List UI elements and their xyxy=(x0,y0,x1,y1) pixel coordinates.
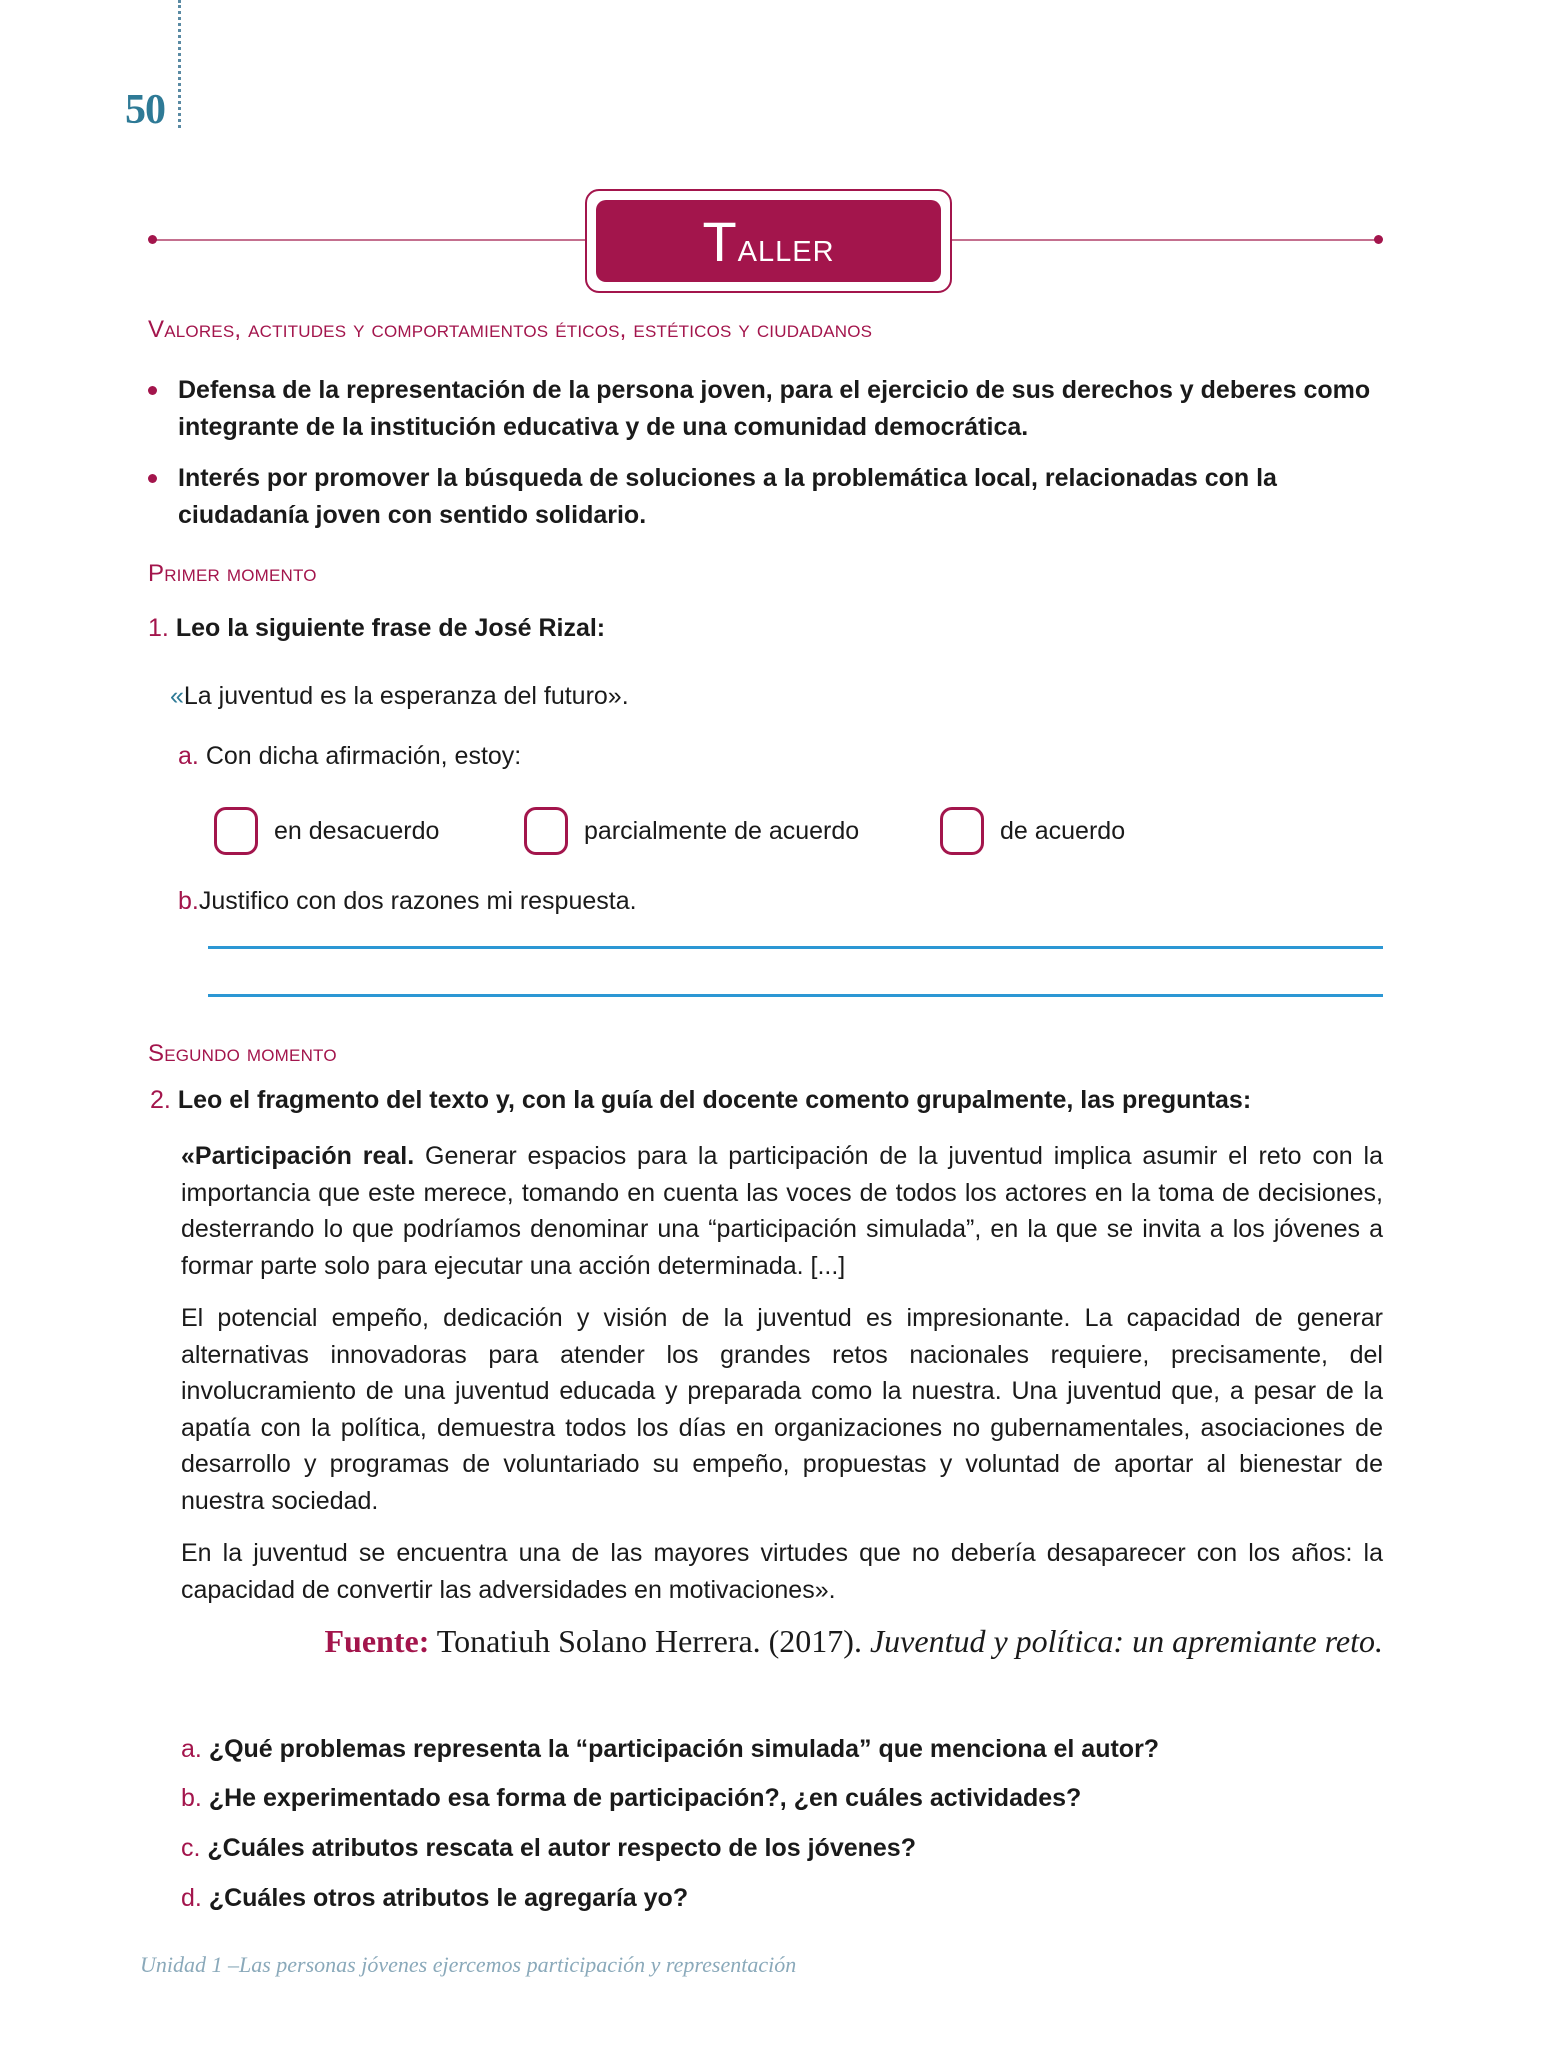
option-label: parcialmente de acuerdo xyxy=(584,816,860,845)
bullet-icon xyxy=(148,474,157,483)
values-item-text: Interés por promover la búsqueda de soluciones a la problemática local, relacionadas con la ciudadanía joven con sentido solidario. xyxy=(178,464,1277,529)
values-item-text: Defensa de la representación de la persona joven, para el ejercicio de sus derechos y deberes como integrante de la institución educativa y de una comunidad democrática. xyxy=(178,376,1371,441)
values-heading: Valores, actitudes y comportamientos éticos, estéticos y ciudadanos xyxy=(148,316,873,343)
question-number: 2. xyxy=(150,1086,171,1114)
workshop-banner-fill xyxy=(596,200,941,282)
first-moment-heading: Primer momento xyxy=(148,560,317,587)
passage-text: Generar espacios para la participación de la juventud implica asumir el reto con la importancia que este merece, tomando en cuenta las voces de todos los actores en la toma de decisiones, desterrando lo que podríamos denominar una “participación simulada”, en la que se invita a los jóvenes a formar parte solo para ejecutar una acción determinada. [...] xyxy=(181,1142,1383,1280)
checkbox[interactable] xyxy=(524,807,568,855)
sub-question-text: ¿Qué problemas representa la “participación simulada” que menciona el autor? xyxy=(208,1735,1160,1763)
workshop-title-initial: T xyxy=(702,209,738,273)
option-parcialmente-de-acuerdo[interactable] xyxy=(524,807,859,855)
passage-paragraph xyxy=(181,1138,1383,1284)
sub-question xyxy=(181,1735,1159,1764)
values-item xyxy=(148,460,1383,534)
margin-dotted-line xyxy=(178,0,181,128)
question-text: Leo la siguiente frase de José Rizal: xyxy=(175,614,606,642)
banner-rule-dot-left xyxy=(148,235,157,244)
question-number: 1. xyxy=(148,614,169,642)
banner-rule-right xyxy=(946,239,1376,241)
sub-question xyxy=(181,1784,1081,1813)
part-b-label: b. xyxy=(178,887,199,915)
second-moment-heading: Segundo momento xyxy=(148,1040,337,1067)
passage-lead: «Participación real. xyxy=(181,1142,415,1170)
workshop-banner xyxy=(585,189,952,293)
part-b xyxy=(178,887,637,916)
workshop-title xyxy=(702,209,834,274)
part-b-text: Justifico con dos razones mi respuesta. xyxy=(198,887,637,915)
answer-line[interactable] xyxy=(208,946,1383,949)
banner-rule-left xyxy=(152,239,587,241)
sub-question xyxy=(181,1884,688,1913)
question-text: Leo el fragmento del texto y, con la guía del docente comento grupalmente, las preguntas: xyxy=(177,1086,1252,1114)
sub-question-label: d. xyxy=(181,1884,202,1912)
passage-paragraph: En la juventud se encuentra una de las mayores virtudes que no debería desaparecer con los años: la capacidad de convertir las adversidades en motivaciones». xyxy=(181,1539,1383,1604)
quote-text: La juventud es la esperanza del futuro». xyxy=(183,682,629,710)
part-a-label: a. xyxy=(178,742,199,770)
question-2 xyxy=(150,1086,1251,1115)
option-de-acuerdo[interactable] xyxy=(940,807,1125,855)
sub-question-text: ¿Cuáles atributos rescata el autor respecto de los jóvenes? xyxy=(207,1834,916,1862)
workshop-title-rest: aller xyxy=(737,222,835,270)
passage-paragraph: El potencial empeño, dedicación y visión de la juventud es impresionante. La capacidad de generar alternativas innovadoras para atender los grandes retos nacionales requiere, precisamente, del involucramiento de una juventud educada y preparada como la nuestra. Una juventud que, a pesar de la apatía con la política, demuestra todos los días en organizaciones no gubernamentales, asociaciones de desarrollo y programas de voluntariado su empeño, propuestas y voluntad de aportar al bienestar de nuestra sociedad. xyxy=(181,1304,1383,1515)
part-a-text: Con dicha afirmación, estoy: xyxy=(205,742,522,770)
bullet-icon xyxy=(148,386,157,395)
checkbox[interactable] xyxy=(940,807,984,855)
values-list xyxy=(148,372,1383,548)
sub-question-label: c. xyxy=(181,1834,201,1862)
source-author: Tonatiuh Solano Herrera. (2017). xyxy=(429,1623,870,1659)
source-title: Juventud y política: un apremiante reto. xyxy=(869,1623,1383,1659)
option-en-desacuerdo[interactable] xyxy=(214,807,439,855)
part-a xyxy=(178,742,521,771)
quote-mark: « xyxy=(170,682,184,710)
answer-line[interactable] xyxy=(208,994,1383,997)
sub-question-label: a. xyxy=(181,1735,202,1763)
sub-question-text: ¿He experimentado esa forma de participación?, ¿en cuáles actividades? xyxy=(208,1784,1082,1812)
values-item xyxy=(148,372,1383,446)
page-number: 50 xyxy=(125,87,165,133)
page-footer: Unidad 1 –Las personas jóvenes ejercemos participación y representación xyxy=(140,1952,797,1977)
sub-question xyxy=(181,1834,916,1863)
option-label: en desacuerdo xyxy=(274,816,440,845)
question-1 xyxy=(148,614,605,643)
checkbox[interactable] xyxy=(214,807,258,855)
sub-question-label: b. xyxy=(181,1784,202,1812)
sub-question-text: ¿Cuáles otros atributos le agregaría yo? xyxy=(208,1884,689,1912)
source-label: Fuente: xyxy=(324,1623,430,1659)
source-citation xyxy=(324,1623,1383,1660)
rizal-quote xyxy=(170,682,629,711)
text-fragment xyxy=(181,1138,1383,1624)
banner-rule-dot-right xyxy=(1374,235,1383,244)
option-label: de acuerdo xyxy=(1000,816,1126,845)
